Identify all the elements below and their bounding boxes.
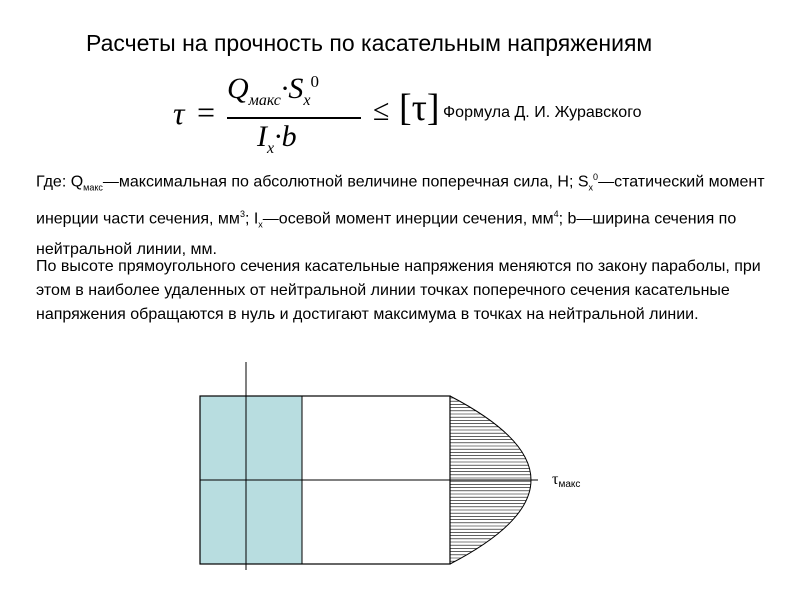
- where-text-3: —статический момент инерции части сечения, мм: [36, 173, 765, 227]
- where-text-6: ; b—ширина сечения по нейтральной линии, мм.: [36, 209, 737, 259]
- denominator-i: I: [257, 120, 267, 153]
- numerator-s-sub: x: [303, 92, 311, 109]
- formula-rhs: [τ]: [399, 87, 440, 129]
- page-title: Расчеты на прочность по касательным напряжениям: [86, 30, 653, 56]
- shear-stress-diagram: [190, 360, 610, 570]
- formula-equals: =: [197, 94, 216, 130]
- where-sup-2: 0: [593, 172, 599, 182]
- tau-symbol: τ: [552, 471, 559, 488]
- where-sub-1: макс: [83, 182, 103, 193]
- numerator-q: Q: [227, 72, 249, 105]
- denominator-dot: ·: [274, 120, 282, 153]
- explanation-paragraph: По высоте прямоугольного сечения касательные напряжения меняются по закону параболы, при этом в наиболее удаленных от нейтральной линии точках поперечного сечения касательные напряжения обращаются в нуль и достигают максимума в точках на нейтральной линии.: [36, 258, 761, 323]
- tau-subscript: макс: [558, 479, 581, 490]
- where-definitions: [36, 164, 766, 263]
- where-text-4: ; I: [244, 209, 259, 227]
- zhuravsky-formula: [165, 70, 440, 162]
- formula-numerator: [227, 72, 319, 110]
- denominator-i-sub: x: [267, 140, 275, 157]
- numerator-q-sub: макс: [248, 92, 281, 109]
- formula-label: Формула Д. И. Журавского: [443, 104, 642, 121]
- where-sup-5: 4: [553, 208, 559, 219]
- denominator-b: b: [281, 120, 297, 153]
- tau-max-label: [552, 471, 580, 490]
- numerator-s: S: [288, 72, 304, 105]
- numerator-s-sup: 0: [310, 72, 319, 91]
- where-sub-2: x: [588, 182, 594, 193]
- where-text-5: —осевой момент инерции сечения, мм: [262, 209, 554, 227]
- where-sup-3: 3: [239, 208, 245, 219]
- formula-lhs: τ: [173, 95, 185, 131]
- where-text-2: —максимальная по абсолютной величине поперечная сила, Н; S: [102, 173, 589, 191]
- numerator-dot: ·: [280, 72, 289, 105]
- where-text-1: Где: Q: [36, 173, 84, 191]
- formula-le: ≤: [373, 94, 390, 127]
- where-sub-4: x: [258, 219, 263, 230]
- formula-denominator: [257, 120, 297, 158]
- fraction-line: [227, 117, 361, 119]
